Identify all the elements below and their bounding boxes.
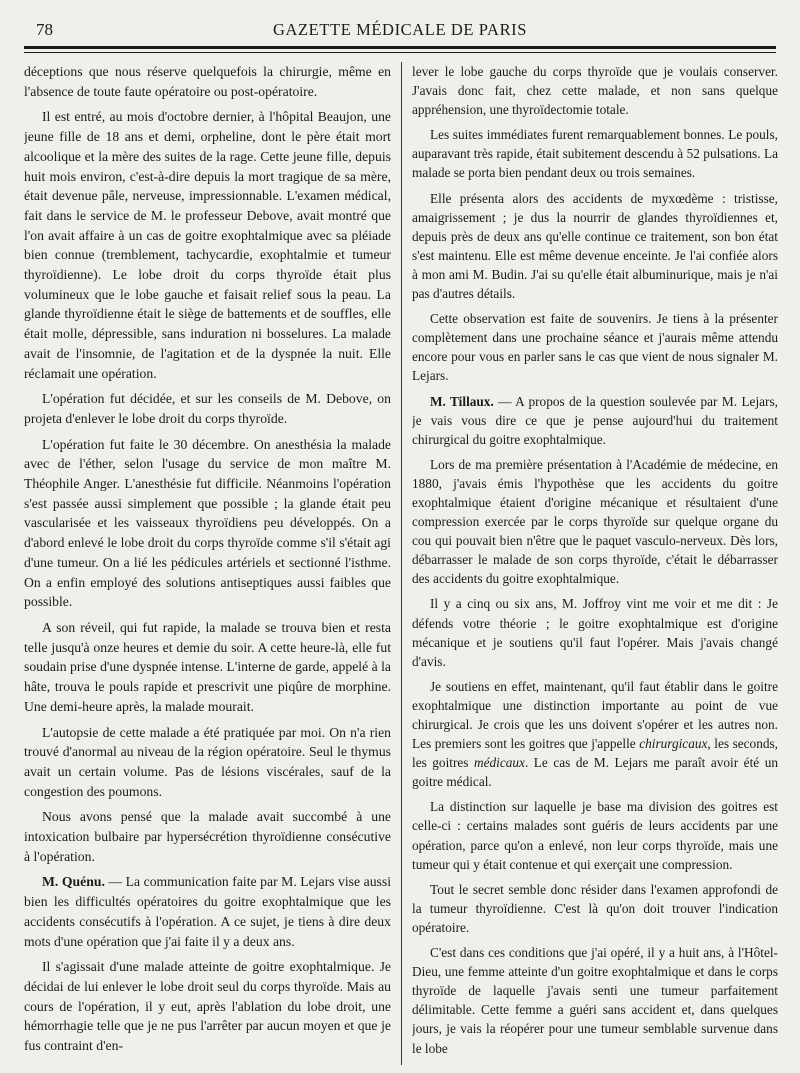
paragraph: Nous avons pensé que la malade avait succombé à une intoxication bulbaire par hypersécrétion thyroïdienne consécutive à l'opération. — [24, 809, 391, 864]
paragraph: Tout le secret semble donc résider dans l'examen approfondi de la tumeur thyroïdienne. C'est là qu'on doit trouver l'indication opératoire. — [412, 881, 778, 935]
page-number: 78 — [36, 20, 53, 39]
paragraph: L'autopsie de cette malade a été pratiquée par moi. On n'a rien trouvé d'anormal au niveau de la région opératoire. Seul le thymus avait un certain volume. Pas de lésions viscérales, sauf de la congestion des poumons. — [24, 724, 391, 799]
header-rule-thin — [24, 52, 776, 53]
speaker-name: M. Quénu. — [42, 874, 105, 890]
page-header — [24, 14, 776, 44]
paragraph: Elle présenta alors des accidents de myxœdème : tristisse, amaigrissement ; je dus la nourrir de glandes thyroïdiennes et, depuis près de deux ans qu'elle continue ce traitement, son bon état s'est maintenu. Elle est même devenue enceinte. Je l'ai confiée alors à mon ami M. Budin. J'ai su qu'elle était albuminurique, mais je n'ai pas d'autres détails. — [412, 190, 778, 302]
left-column — [24, 62, 391, 1067]
paragraph: M. Quénu. — La communication faite par M. Lejars vise aussi bien les difficultés opératoires du goitre exophtalmique que les accidents consécutifs à l'opération. A ce sujet, je tiens à dire deux mots d'une opération que j'ai faite il y a deux ans. — [24, 874, 391, 949]
paragraph: déceptions que nous réserve quelquefois la chirurgie, même en l'absence de toute faute opératoire ou post-opératoire. — [24, 64, 391, 99]
paragraph: L'opération fut décidée, et sur les conseils de M. Debove, on projeta d'enlever le lobe droit du corps thyroïde. — [24, 391, 391, 426]
paragraph: La distinction sur laquelle je base ma division des goitres est celle-ci : certains malades sont guéris de leurs accidents par une opération, parce qu'on a enlevé, non leur corps thyroïde, mais une tumeur qui y était contenue et qui exerçait une compression. — [412, 799, 778, 872]
paragraph: lever le lobe gauche du corps thyroïde que je voulais conserver. J'avais donc fait, chez cette malade, et non sans quelque appréhension, une thyroïdectomie totale. — [412, 64, 778, 118]
speaker-name: M. Tillaux. — [430, 393, 494, 409]
paragraph: Cette observation est faite de souvenirs. Je tiens à la présenter complètement dans une prochaine séance et j'aurais même attendu encore pour vous en parler sans le cas que vient de nous signaler M. Lejars. — [412, 311, 778, 384]
paragraph: Il s'agissait d'une malade atteinte de goitre exophtalmique. Je décidai de lui enlever le lobe droit seul du corps thyroïde. Mais au cours de l'opération, il y eut, après l'ablation du lobe droit, une hémorrhagie telle que je ne pus l'arrêter par aucun moyen et que je fus contraint d'en- — [24, 959, 391, 1054]
paragraph: C'est dans ces conditions que j'ai opéré, il y a huit ans, à l'Hôtel-Dieu, une femme atteinte d'un goitre exophtalmique et dans le corps thyroïde de laquelle j'avais senti une tumeur parfaitement délimitable. Cette femme a guéri sans accident et, dans quelques jours, je vais la réopérer pour une tumeur semblable survenue dans le lobe — [412, 945, 778, 1056]
right-column — [412, 62, 778, 1067]
paragraph: Il y a cinq ou six ans, M. Joffroy vint me voir et me dit : Je défends votre théorie ; le goitre exophtalmique est d'origine mécanique et je soutiens qu'il faut l'opérer. Mais j'avais changé d'avis. — [412, 596, 778, 669]
paragraph: Je soutiens en effet, maintenant, qu'il faut établir dans le goitre exophtalmique une distinction importante au point de vue chirurgical. Je crois que les uns doivent s'opérer et les autres non. Les premiers sont les goitres que j'appelle chirurgicaux, les seconds, les goitres médicaux. Le cas de M. Lejars me paraît avoir été un goitre médical. — [412, 678, 778, 790]
paragraph: A son réveil, qui fut rapide, la malade se trouva bien et resta telle jusqu'à onze heures et demie du soir. A cette heure-là, elle fut soudain prise d'une dyspnée intense. L'interne de garde, appelé à la hâte, trouva le pouls rapide et prescrivit une piqûre de morphine. Une demi-heure après, la malade mourait. — [24, 619, 391, 714]
journal-title: GAZETTE MÉDICALE DE PARIS — [272, 20, 528, 39]
header-rule-thick — [24, 46, 776, 49]
paragraph: L'opération fut faite le 30 décembre. On anesthésia la malade avec de l'éther, selon l'usage du service de mon maître M. Théophile Anger. L'anesthésie fut difficile. Néanmoins l'opération s'est passée aussi simplement que possible ; la glande était peu vascularisée et les vaisseaux thyroïdiens peu développés. On a d'abord enlevé le lobe droit du corps thyroïde comme s'il s'était agi d'une tumeur. On a lié les pédicules artériels et sectionné l'isthme. On a enfin employé des solutions antiseptiques aussi faibles que possible. — [24, 436, 391, 610]
paragraph: Il est entré, au mois d'octobre dernier, à l'hôpital Beaujon, une jeune fille de 18 ans et demi, orpheline, dont le père était mort alcoolique et la mère des suites de la rage. Cette jeune fille, depuis huit mois environ, c'est-à-dire depuis la mort tragique de sa mère, était devenue pâle, nerveuse, impressionnable. L'examen médical, fait dans le service de M. le professeur Debove, avait montré que l'on avait affaire à un cas de goitre exophtalmique avec sa pléiade bien connue (tremblement, tachycardie, exophtalmie et tumeur thyroïdienne). Le lobe droit du corps thyroïde était plus volumineux que le lobe gauche et faisait relief sous la peau. La glande thyroïdienne était le siège de battements et de souffles, elle était molle, dépressible, sans induration ni bosselures. La malade avait de l'insomnie, de l'agitation et de la dyspnée la nuit. Elle réclamait une opération. — [24, 109, 391, 381]
paragraph: Les suites immédiates furent remarquablement bonnes. Le pouls, auparavant très rapide, était subitement descendu à 52 pulsations. La malade se porta bien pendant deux ou trois semaines. — [412, 127, 778, 181]
column-divider — [401, 62, 402, 1065]
paragraph: Lors de ma première présentation à l'Académie de médecine, en 1880, j'avais émis l'hypothèse que les accidents du goitre exophtalmique étaient d'origine mécanique et résultaient d'une compression exercée par le corps thyroïde sur quelque organe du cou qui pouvait bien n'être que le paquet vasculo-nerveux. Dès lors, débarrasser le malade de son corps thyroïde, c'était le débarrasser des accidents du goitre exophtalmique. — [412, 456, 778, 587]
paragraph: M. Tillaux. — A propos de la question soulevée par M. Lejars, je vais vous dire ce que je pense aujourd'hui du traitement chirurgical du goitre exophtalmique. — [412, 393, 778, 447]
